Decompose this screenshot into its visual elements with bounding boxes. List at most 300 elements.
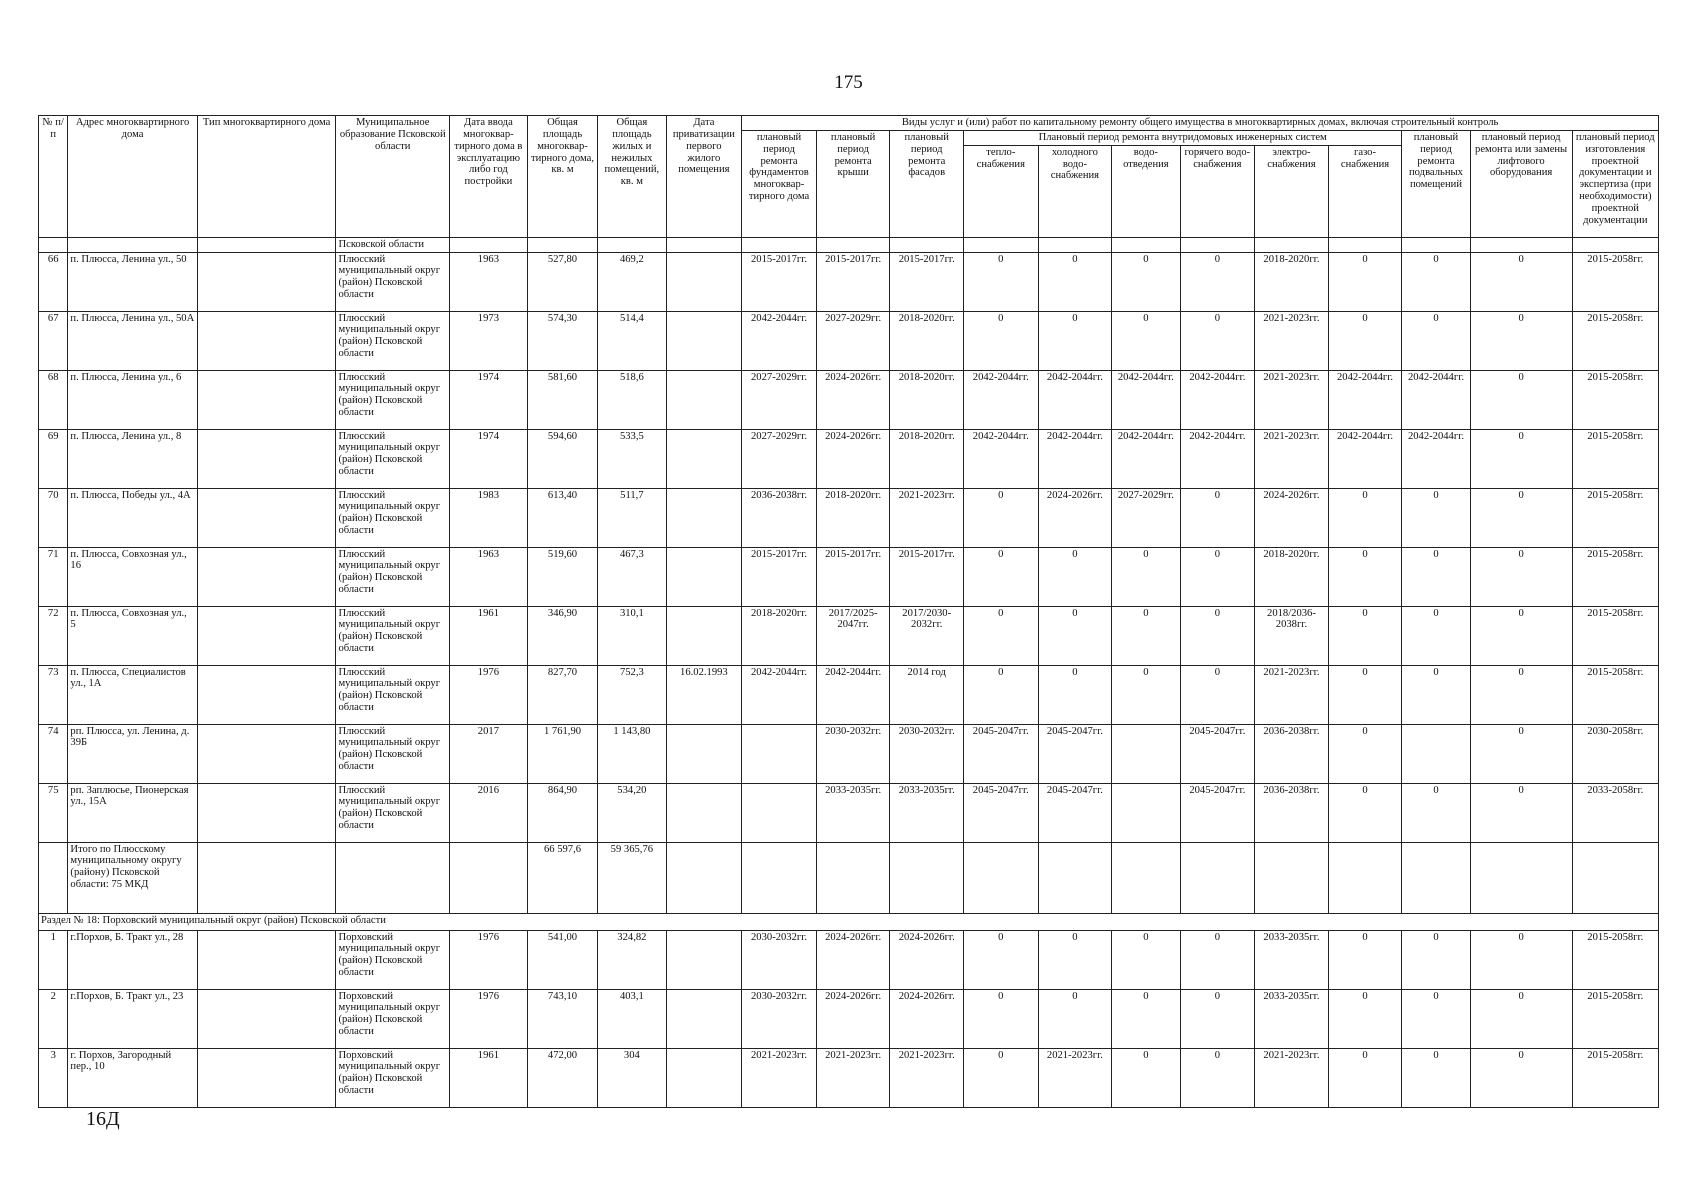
row-type (197, 488, 336, 547)
row-foundation: 2030-2032гг. (742, 930, 817, 989)
row-facade: 2018-2020гг. (890, 370, 964, 429)
row-roof: 2024-2026гг. (816, 429, 890, 488)
row-municipality: Порховский муниципальный округ (район) Псковской области (336, 930, 450, 989)
row-year: 1974 (450, 370, 528, 429)
row-number: 73 (39, 665, 68, 724)
row-gas: 0 (1328, 724, 1402, 783)
empty-cell (1470, 842, 1572, 913)
row-year: 1973 (450, 311, 528, 370)
row-municipality: Плюсский муниципальный округ (район) Псковской области (336, 547, 450, 606)
row-municipality: Плюсский муниципальный округ (район) Псковской области (336, 311, 450, 370)
row-privatization (666, 252, 742, 311)
row-project: 2015-2058гг. (1572, 665, 1658, 724)
row-year: 2016 (450, 783, 528, 842)
header-total-area: Общая площадь многоквар-тирного дома, кв. м (527, 116, 597, 238)
row-foundation: 2042-2044гг. (742, 665, 817, 724)
row-elevator: 0 (1470, 989, 1572, 1048)
row-hot-water: 2042-2044гг. (1180, 370, 1255, 429)
table-row (39, 1048, 1659, 1107)
row-total-area: 574,30 (527, 311, 597, 370)
table-body (39, 237, 1659, 1107)
row-privatization (666, 488, 742, 547)
header-heat: тепло-снабжения (964, 145, 1039, 237)
row-drainage: 0 (1112, 547, 1180, 606)
row-electric: 2033-2035гг. (1255, 930, 1329, 989)
row-heat: 0 (964, 989, 1039, 1048)
empty-cell (964, 842, 1039, 913)
empty-cell (816, 842, 890, 913)
row-elevator: 0 (1470, 1048, 1572, 1107)
row-living-area: 1 143,80 (598, 724, 666, 783)
row-foundation: 2018-2020гг. (742, 606, 817, 665)
row-type (197, 547, 336, 606)
row-heat: 0 (964, 311, 1039, 370)
row-foundation (742, 783, 817, 842)
row-elevator: 0 (1470, 724, 1572, 783)
row-heat: 0 (964, 252, 1039, 311)
row-municipality: Порховский муниципальный округ (район) Псковской области (336, 1048, 450, 1107)
page-number: 175 (834, 72, 863, 93)
row-heat: 0 (964, 488, 1039, 547)
row-roof: 2024-2026гг. (816, 930, 890, 989)
row-municipality: Порховский муниципальный округ (район) Псковской области (336, 989, 450, 1048)
header-project: плановый период изготовления проектной документации и экспертиза (при необходимости) проектной документации (1572, 130, 1658, 237)
row-privatization (666, 930, 742, 989)
row-number: 72 (39, 606, 68, 665)
header-facade: плановый период ремонта фасадов (890, 130, 964, 237)
row-privatization (666, 311, 742, 370)
row-cold-water: 2042-2044гг. (1038, 429, 1112, 488)
header-num: № п/п (39, 116, 68, 238)
table-row (39, 783, 1659, 842)
total-label: Итого по Плюсскому муниципальному округу (району) Псковской области: 75 МКД (68, 842, 197, 913)
row-living-area: 534,20 (598, 783, 666, 842)
empty-cell (1180, 842, 1255, 913)
header-cold-water: холодного водо-снабжения (1038, 145, 1112, 237)
row-project: 2015-2058гг. (1572, 311, 1658, 370)
empty-cell (1572, 842, 1658, 913)
row-drainage: 0 (1112, 311, 1180, 370)
row-total-area: 613,40 (527, 488, 597, 547)
row-roof: 2027-2029гг. (816, 311, 890, 370)
row-number: 71 (39, 547, 68, 606)
row-municipality: Плюсский муниципальный округ (район) Псковской области (336, 370, 450, 429)
row-total-area: 1 761,90 (527, 724, 597, 783)
row-basement: 2042-2044гг. (1402, 370, 1470, 429)
row-foundation: 2027-2029гг. (742, 370, 817, 429)
row-cold-water: 2042-2044гг. (1038, 370, 1112, 429)
row-foundation: 2036-2038гг. (742, 488, 817, 547)
row-heat: 2045-2047гг. (964, 783, 1039, 842)
row-drainage: 0 (1112, 606, 1180, 665)
row-electric: 2021-2023гг. (1255, 370, 1329, 429)
empty-cell (666, 842, 742, 913)
row-electric: 2021-2023гг. (1255, 311, 1329, 370)
row-year: 1961 (450, 606, 528, 665)
row-facade: 2018-2020гг. (890, 429, 964, 488)
row-type (197, 370, 336, 429)
header-commissioning: Дата ввода многоквар-тирного дома в эксплуатацию либо год постройки (450, 116, 528, 238)
row-project: 2015-2058гг. (1572, 989, 1658, 1048)
row-cold-water: 0 (1038, 547, 1112, 606)
row-living-area: 304 (598, 1048, 666, 1107)
row-living-area: 752,3 (598, 665, 666, 724)
row-heat: 0 (964, 665, 1039, 724)
row-cold-water: 2024-2026гг. (1038, 488, 1112, 547)
row-address: г.Порхов, Б. Тракт ул., 28 (68, 930, 197, 989)
row-facade: 2015-2017гг. (890, 252, 964, 311)
row-type (197, 252, 336, 311)
row-gas: 0 (1328, 1048, 1402, 1107)
row-hot-water: 0 (1180, 606, 1255, 665)
row-hot-water: 0 (1180, 930, 1255, 989)
row-elevator: 0 (1470, 606, 1572, 665)
row-project: 2015-2058гг. (1572, 606, 1658, 665)
row-type (197, 989, 336, 1048)
row-gas: 2042-2044гг. (1328, 429, 1402, 488)
row-roof: 2015-2017гг. (816, 252, 890, 311)
row-basement: 2042-2044гг. (1402, 429, 1470, 488)
row-hot-water: 0 (1180, 547, 1255, 606)
row-basement: 0 (1402, 252, 1470, 311)
total-row (39, 842, 1659, 913)
row-facade: 2024-2026гг. (890, 930, 964, 989)
row-project: 2015-2058гг. (1572, 488, 1658, 547)
row-roof: 2024-2026гг. (816, 989, 890, 1048)
row-heat: 2042-2044гг. (964, 370, 1039, 429)
row-foundation: 2015-2017гг. (742, 547, 817, 606)
row-living-area: 514,4 (598, 311, 666, 370)
row-number: 70 (39, 488, 68, 547)
row-heat: 0 (964, 1048, 1039, 1107)
row-facade: 2021-2023гг. (890, 488, 964, 547)
row-privatization (666, 429, 742, 488)
row-year: 1976 (450, 989, 528, 1048)
row-total-area: 519,60 (527, 547, 597, 606)
row-type (197, 724, 336, 783)
row-address: п. Плюсса, Ленина ул., 50 (68, 252, 197, 311)
row-total-area: 527,80 (527, 252, 597, 311)
row-foundation: 2030-2032гг. (742, 989, 817, 1048)
row-hot-water: 0 (1180, 252, 1255, 311)
header-roof: плановый период ремонта крыши (816, 130, 890, 237)
row-heat: 0 (964, 547, 1039, 606)
row-cold-water: 0 (1038, 606, 1112, 665)
row-project: 2015-2058гг. (1572, 1048, 1658, 1107)
row-living-area: 511,7 (598, 488, 666, 547)
row-facade: 2021-2023гг. (890, 1048, 964, 1107)
row-privatization: 16.02.1993 (666, 665, 742, 724)
row-elevator: 0 (1470, 783, 1572, 842)
row-gas: 0 (1328, 783, 1402, 842)
row-type (197, 311, 336, 370)
row-municipality: Плюсский муниципальный округ (район) Псковской области (336, 783, 450, 842)
row-living-area: 533,5 (598, 429, 666, 488)
row-type (197, 1048, 336, 1107)
row-living-area: 324,82 (598, 930, 666, 989)
row-heat: 2045-2047гг. (964, 724, 1039, 783)
row-hot-water: 0 (1180, 989, 1255, 1048)
row-privatization (666, 370, 742, 429)
row-gas: 0 (1328, 606, 1402, 665)
row-year: 1974 (450, 429, 528, 488)
table-row (39, 488, 1659, 547)
table-row (39, 724, 1659, 783)
row-electric: 2021-2023гг. (1255, 665, 1329, 724)
empty-cell (742, 842, 817, 913)
row-elevator: 0 (1470, 547, 1572, 606)
row-electric: 2018-2020гг. (1255, 547, 1329, 606)
row-privatization (666, 606, 742, 665)
table-row (39, 547, 1659, 606)
row-number: 69 (39, 429, 68, 488)
row-drainage: 2042-2044гг. (1112, 370, 1180, 429)
header-drainage: водо-отведения (1112, 145, 1180, 237)
row-living-area: 467,3 (598, 547, 666, 606)
empty-cell (1328, 842, 1402, 913)
row-hot-water: 2045-2047гг. (1180, 783, 1255, 842)
row-electric: 2021-2023гг. (1255, 429, 1329, 488)
row-heat: 0 (964, 606, 1039, 665)
row-project: 2015-2058гг. (1572, 252, 1658, 311)
row-total-area: 594,60 (527, 429, 597, 488)
header-living-area: Общая площадь жилых и нежилых помещений, кв. м (598, 116, 666, 238)
row-number: 1 (39, 930, 68, 989)
header-address: Адрес многоквартирного дома (68, 116, 197, 238)
empty-cell (450, 842, 528, 913)
row-facade: 2033-2035гг. (890, 783, 964, 842)
continuation-row (39, 237, 1659, 252)
table-header (39, 116, 1659, 238)
row-electric: 2033-2035гг. (1255, 989, 1329, 1048)
row-year: 1976 (450, 665, 528, 724)
row-foundation: 2042-2044гг. (742, 311, 817, 370)
row-foundation: 2021-2023гг. (742, 1048, 817, 1107)
row-address: п. Плюсса, Ленина ул., 6 (68, 370, 197, 429)
row-gas: 0 (1328, 311, 1402, 370)
row-roof: 2018-2020гг. (816, 488, 890, 547)
row-privatization (666, 547, 742, 606)
row-roof: 2015-2017гг. (816, 547, 890, 606)
row-living-area: 518,6 (598, 370, 666, 429)
row-municipality: Плюсский муниципальный округ (район) Псковской области (336, 606, 450, 665)
row-drainage: 0 (1112, 930, 1180, 989)
row-total-area: 864,90 (527, 783, 597, 842)
row-hot-water: 0 (1180, 488, 1255, 547)
footer-code: 16Д (86, 1108, 120, 1130)
row-year: 1961 (450, 1048, 528, 1107)
header-basement: плановый период ремонта подвальных помещений (1402, 130, 1470, 237)
row-address: рп. Заплюсье, Пионерская ул., 15А (68, 783, 197, 842)
row-year: 2017 (450, 724, 528, 783)
row-basement: 0 (1402, 1048, 1470, 1107)
row-gas: 0 (1328, 665, 1402, 724)
row-type (197, 930, 336, 989)
row-roof: 2042-2044гг. (816, 665, 890, 724)
row-heat: 2042-2044гг. (964, 429, 1039, 488)
row-year: 1983 (450, 488, 528, 547)
row-drainage (1112, 783, 1180, 842)
row-cold-water: 0 (1038, 252, 1112, 311)
row-basement: 0 (1402, 665, 1470, 724)
row-basement: 0 (1402, 989, 1470, 1048)
row-address: п. Плюсса, Ленина ул., 8 (68, 429, 197, 488)
header-foundation: плановый период ремонта фундаментов многоквар-тирного дома (742, 130, 817, 237)
row-number: 67 (39, 311, 68, 370)
row-address: п. Плюсса, Ленина ул., 50А (68, 311, 197, 370)
row-basement: 0 (1402, 311, 1470, 370)
header-systems-group: Плановый период ремонта внутридомовых инженерных систем (964, 130, 1402, 145)
continuation-text: Псковской области (336, 237, 450, 252)
row-project: 2015-2058гг. (1572, 547, 1658, 606)
empty-cell (1255, 842, 1329, 913)
table-row (39, 370, 1659, 429)
row-roof: 2017/2025-2047гг. (816, 606, 890, 665)
row-number: 75 (39, 783, 68, 842)
empty-cell (197, 842, 336, 913)
row-number: 68 (39, 370, 68, 429)
row-basement: 0 (1402, 488, 1470, 547)
row-foundation: 2027-2029гг. (742, 429, 817, 488)
empty-cell (336, 842, 450, 913)
row-foundation: 2015-2017гг. (742, 252, 817, 311)
row-cold-water: 0 (1038, 989, 1112, 1048)
row-basement: 0 (1402, 930, 1470, 989)
row-electric: 2036-2038гг. (1255, 783, 1329, 842)
empty-cell (1038, 842, 1112, 913)
row-facade: 2015-2017гг. (890, 547, 964, 606)
row-address: п. Плюсса, Совхозная ул., 16 (68, 547, 197, 606)
row-project: 2015-2058гг. (1572, 930, 1658, 989)
row-total-area: 581,60 (527, 370, 597, 429)
row-roof: 2033-2035гг. (816, 783, 890, 842)
row-municipality: Плюсский муниципальный округ (район) Псковской области (336, 724, 450, 783)
row-elevator: 0 (1470, 930, 1572, 989)
row-total-area: 346,90 (527, 606, 597, 665)
row-address: п. Плюсса, Специалистов ул., 1А (68, 665, 197, 724)
row-elevator: 0 (1470, 252, 1572, 311)
header-privatization: Дата приватизации первого жилого помещения (666, 116, 742, 238)
row-cold-water: 0 (1038, 665, 1112, 724)
row-drainage: 2027-2029гг. (1112, 488, 1180, 547)
row-total-area: 743,10 (527, 989, 597, 1048)
row-year: 1976 (450, 930, 528, 989)
row-privatization (666, 724, 742, 783)
header-type: Тип многоквартирного дома (197, 116, 336, 238)
row-elevator: 0 (1470, 429, 1572, 488)
row-basement (1402, 724, 1470, 783)
row-project: 2015-2058гг. (1572, 429, 1658, 488)
row-facade: 2014 год (890, 665, 964, 724)
total-area-sum: 66 597,6 (527, 842, 597, 913)
row-heat: 0 (964, 930, 1039, 989)
table-row (39, 311, 1659, 370)
empty-cell (1112, 842, 1180, 913)
row-privatization (666, 1048, 742, 1107)
row-drainage: 0 (1112, 1048, 1180, 1107)
empty-cell (1402, 842, 1470, 913)
row-municipality: Плюсский муниципальный округ (район) Псковской области (336, 488, 450, 547)
row-elevator: 0 (1470, 370, 1572, 429)
row-living-area: 469,2 (598, 252, 666, 311)
row-privatization (666, 989, 742, 1048)
row-facade: 2024-2026гг. (890, 989, 964, 1048)
row-project: 2015-2058гг. (1572, 370, 1658, 429)
header-electric: электро-снабжения (1255, 145, 1329, 237)
empty-cell (39, 842, 68, 913)
header-elevator: плановый период ремонта или замены лифтового оборудования (1470, 130, 1572, 237)
row-year: 1963 (450, 252, 528, 311)
row-foundation (742, 724, 817, 783)
row-elevator: 0 (1470, 311, 1572, 370)
living-area-sum: 59 365,76 (598, 842, 666, 913)
row-total-area: 472,00 (527, 1048, 597, 1107)
row-drainage: 0 (1112, 989, 1180, 1048)
row-address: рп. Плюсса, ул. Ленина, д. 39Б (68, 724, 197, 783)
row-drainage (1112, 724, 1180, 783)
row-project: 2033-2058гг. (1572, 783, 1658, 842)
row-electric: 2036-2038гг. (1255, 724, 1329, 783)
table-row (39, 665, 1659, 724)
row-cold-water: 2045-2047гг. (1038, 724, 1112, 783)
row-roof: 2021-2023гг. (816, 1048, 890, 1107)
row-living-area: 403,1 (598, 989, 666, 1048)
row-address: г.Порхов, Б. Тракт ул., 23 (68, 989, 197, 1048)
empty-cell (890, 842, 964, 913)
capital-repair-table (38, 115, 1659, 1108)
row-type (197, 429, 336, 488)
row-gas: 2042-2044гг. (1328, 370, 1402, 429)
row-facade: 2030-2032гг. (890, 724, 964, 783)
row-address: п. Плюсса, Победы ул., 4А (68, 488, 197, 547)
row-municipality: Плюсский муниципальный округ (район) Псковской области (336, 252, 450, 311)
row-roof: 2030-2032гг. (816, 724, 890, 783)
row-roof: 2024-2026гг. (816, 370, 890, 429)
row-electric: 2018-2020гг. (1255, 252, 1329, 311)
row-cold-water: 0 (1038, 311, 1112, 370)
row-hot-water: 2045-2047гг. (1180, 724, 1255, 783)
row-total-area: 827,70 (527, 665, 597, 724)
row-elevator: 0 (1470, 665, 1572, 724)
row-hot-water: 0 (1180, 1048, 1255, 1107)
row-facade: 2017/2030-2032гг. (890, 606, 964, 665)
row-type (197, 783, 336, 842)
row-number: 66 (39, 252, 68, 311)
row-type (197, 606, 336, 665)
row-elevator: 0 (1470, 488, 1572, 547)
row-privatization (666, 783, 742, 842)
row-electric: 2018/2036-2038гг. (1255, 606, 1329, 665)
row-basement: 0 (1402, 606, 1470, 665)
row-address: г. Порхов, Загородный пер., 10 (68, 1048, 197, 1107)
table-row (39, 252, 1659, 311)
row-municipality: Плюсский муниципальный округ (район) Псковской области (336, 429, 450, 488)
row-cold-water: 2021-2023гг. (1038, 1048, 1112, 1107)
row-address: п. Плюсса, Совхозная ул., 5 (68, 606, 197, 665)
row-type (197, 665, 336, 724)
section-row (39, 913, 1659, 930)
row-hot-water: 0 (1180, 665, 1255, 724)
row-drainage: 2042-2044гг. (1112, 429, 1180, 488)
row-municipality: Плюсский муниципальный округ (район) Псковской области (336, 665, 450, 724)
row-gas: 0 (1328, 547, 1402, 606)
row-drainage: 0 (1112, 252, 1180, 311)
row-drainage: 0 (1112, 665, 1180, 724)
row-gas: 0 (1328, 989, 1402, 1048)
table-row (39, 930, 1659, 989)
header-gas: газо-снабжения (1328, 145, 1402, 237)
row-gas: 0 (1328, 930, 1402, 989)
